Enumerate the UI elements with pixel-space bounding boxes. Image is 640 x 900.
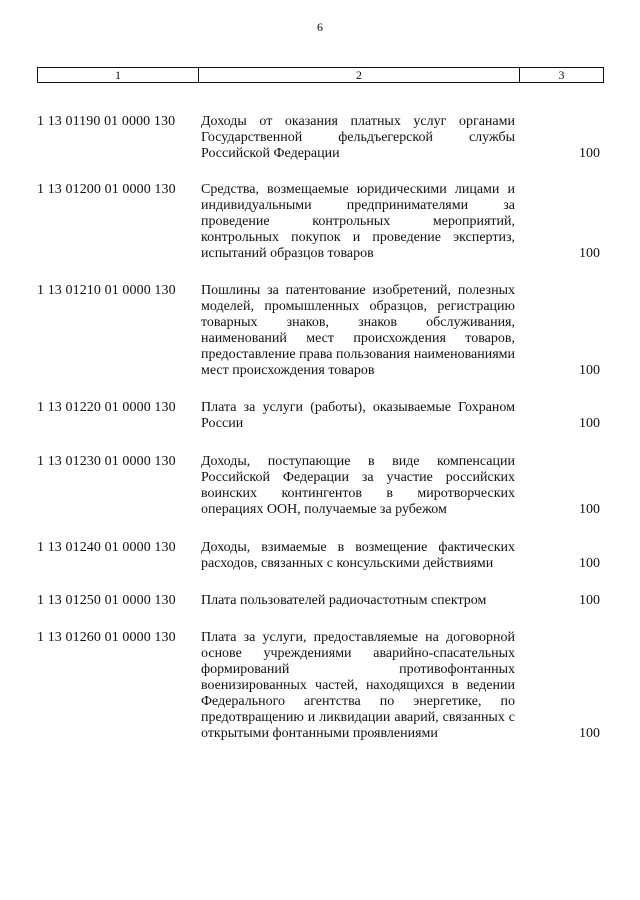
row-value: 100	[579, 556, 600, 571]
row-description: Средства, возмещаемые юридическими лицами и индивидуальными предпринимателями за проведение контрольных мероприятий, контрольных покупок и проведение экспертиз, испытаний образцов товаров	[201, 182, 515, 261]
row-code: 1 13 01260 01 0000 130	[37, 630, 176, 645]
row-description: Доходы от оказания платных услуг органами Государственной фельдъегерской службы Российской Федерации	[201, 114, 515, 161]
row-description: Доходы, поступающие в виде компенсации Российской Федерации за участие российских воинских контингентов в миротворческих операциях ООН, получаемые за рубежом	[201, 454, 515, 517]
row-code: 1 13 01220 01 0000 130	[37, 400, 176, 415]
table-row	[37, 182, 602, 262]
row-code: 1 13 01210 01 0000 130	[37, 283, 176, 298]
row-value: 100	[579, 593, 600, 608]
row-value: 100	[579, 146, 600, 161]
row-code: 1 13 01200 01 0000 130	[37, 182, 176, 197]
row-description: Плата за услуги, предоставляемые на договорной основе учреждениями аварийно-спасательных формирований противофонтанных военизированных частей, находящихся в ведении Федерального агентства по энергетике, по предотвращению и ликвидации аварий, связанных с открытыми фонтанными проявлениями	[201, 630, 515, 741]
table-body	[37, 114, 602, 764]
row-description: Плата пользователей радиочастотным спектром	[201, 593, 487, 608]
page-number: 6	[317, 20, 323, 34]
row-code: 1 13 01230 01 0000 130	[37, 454, 176, 469]
row-description: Плата за услуги (работы), оказываемые Гохраном России	[201, 400, 515, 431]
row-description: Доходы, взимаемые в возмещение фактических расходов, связанных с консульскими действиями	[201, 540, 515, 571]
row-code: 1 13 01250 01 0000 130	[37, 593, 176, 608]
row-value: 100	[579, 726, 600, 741]
row-value: 100	[579, 246, 600, 261]
table-row	[37, 630, 602, 742]
table-row	[37, 283, 602, 379]
row-value: 100	[579, 363, 600, 378]
row-value: 100	[579, 502, 600, 517]
table-row	[37, 114, 602, 162]
table-row	[37, 400, 602, 432]
table-header	[37, 67, 604, 83]
header-column-2: 2	[199, 68, 520, 82]
row-value: 100	[579, 416, 600, 431]
header-column-1: 1	[38, 68, 199, 82]
table-row	[37, 540, 602, 572]
row-code: 1 13 01240 01 0000 130	[37, 540, 176, 555]
row-description: Пошлины за патентование изобретений, полезных моделей, промышленных образцов, регистрацию товарных знаков, знаков обслуживания, наименований мест происхождения товаров, предоставление права пользования наименованиями мест происхождения товаров	[201, 283, 515, 378]
row-code: 1 13 01190 01 0000 130	[37, 114, 176, 129]
table-row	[37, 454, 602, 518]
header-column-3: 3	[558, 68, 565, 82]
table-row	[37, 593, 602, 609]
